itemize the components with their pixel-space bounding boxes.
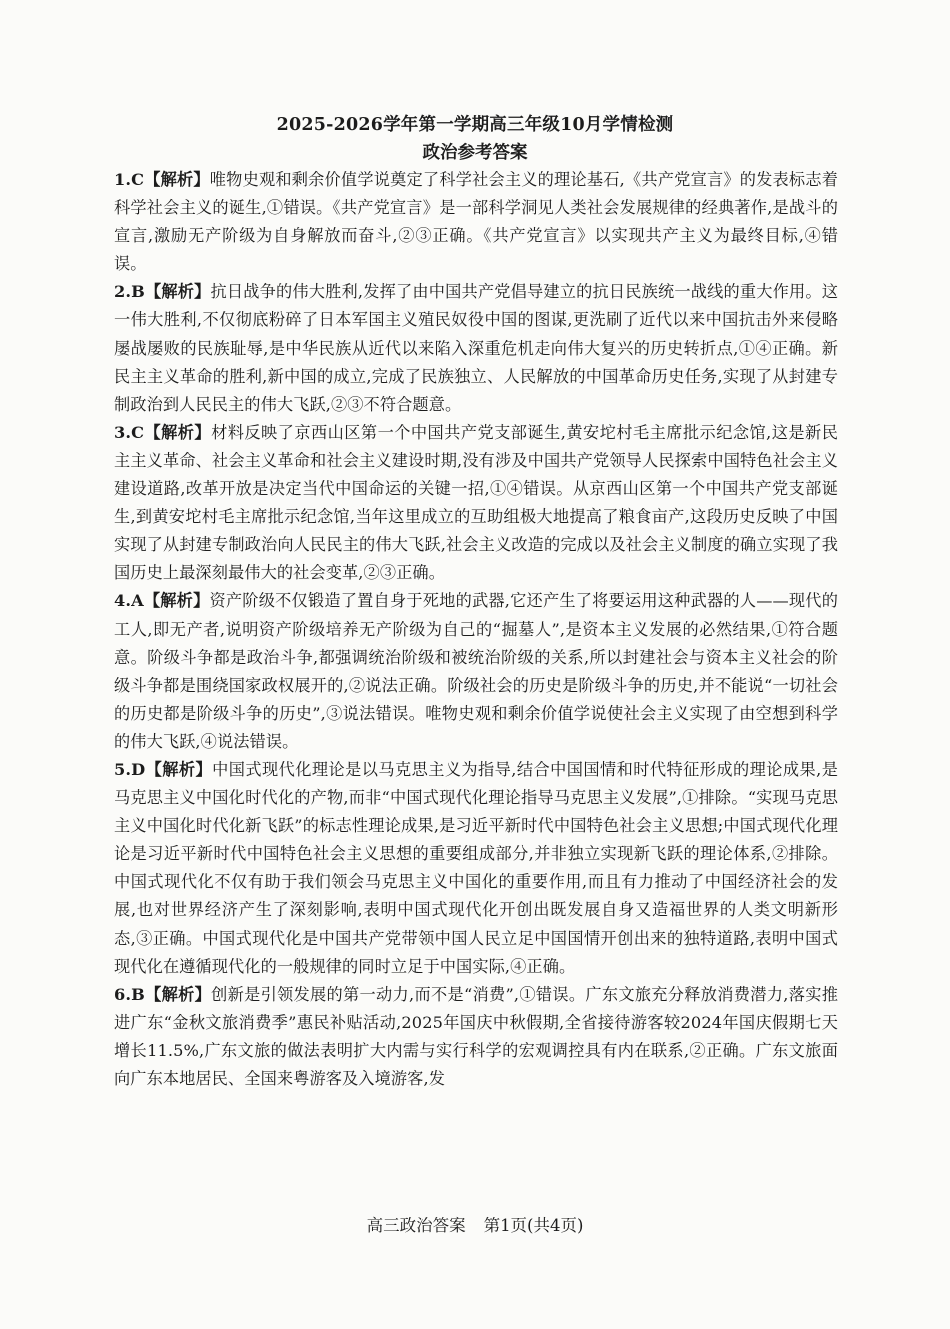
document-subtitle: 政治参考答案 [422, 143, 528, 163]
footer-page-number: 第1页(共4页) [483, 1216, 584, 1235]
answer-label: 2.B【解析】 [114, 282, 211, 302]
answer-explanation: 唯物史观和剩余价值学说奠定了科学社会主义的理论基石,《共产党宣言》的发表标志着科学社会主义的诞生,①错误。《共产党宣言》是一部科学洞见人类社会发展规律的经典著作,是战斗的宣言,激励无产阶级为自身解放而奋斗,②③正确。《共产党宣言》以实现共产主义为最终目标,④错误。 [114, 170, 839, 274]
answer-label: 3.C【解析】 [114, 422, 212, 442]
answer-label: 4.A【解析】 [114, 591, 210, 611]
answer-explanation: 创新是引领发展的第一动力,而不是“消费”,①错误。广东文旅充分释放消费潜力,落实推进广东“金秋文旅消费季”惠民补贴活动,2025年国庆中秋假期,全省接待游客较2024年国庆假期七天增长11.5%,广东文旅的做法表明扩大内需与实行科学的宏观调控具有内在联系,②正确。广东文旅面向广东本地居民、全国来粤游客及入境游客,发 [114, 984, 839, 1088]
footer-subject: 高三政治答案 [366, 1216, 466, 1235]
answer-explanation: 中国式现代化理论是以马克思主义为指导,结合中国国情和时代特征形成的理论成果,是马克思主义中国化时代化的产物,而非“中国式现代化理论指导马克思主义发展”,①排除。“实现马克思主义中国化时代化新飞跃”的标志性理论成果,是习近平新时代中国特色社会主义思想;中国式现代化理论是习近平新时代中国特色社会主义思想的重要组成部分,并非独立实现新飞跃的理论体系,②排除。中国式现代化不仅有助于我们领会马克思主义中国化的重要作用,而且有力推动了中国经济社会的发展,也对世界经济产生了深刻影响,表明中国式现代化开创出既发展自身又造福世界的人类文明新形态,③正确。中国式现代化是中国共产党带领中国人民立足中国国情开创出来的独特道路,表明中国式现代化在遵循现代化的一般规律的同时立足于中国实际,④正确。 [114, 759, 838, 976]
answer-item-5 [114, 756, 838, 981]
answer-item-6 [114, 981, 838, 1093]
answer-item-1 [114, 166, 838, 278]
answer-item-4 [114, 587, 838, 756]
document-title: 2025-2026学年第一学期高三年级10月学情检测 [276, 115, 674, 135]
answer-explanation: 材料反映了京西山区第一个中国共产党支部诞生,黄安坨村毛主席批示纪念馆,这是新民主主义革命、社会主义革命和社会主义建设时期,没有涉及中国共产党领导人民探索中国特色社会主义建设道路,改革开放是决定当代中国命运的关键一招,①④错误。从京西山区第一个中国共产党支部诞生,到黄安坨村毛主席批示纪念馆,当年这里成立的互助组极大地提高了粮食亩产,这段历史反映了中国实现了从封建专制政治向人民民主的伟大飞跃,社会主义改造的完成以及社会主义制度的确立实现了我国历史上最深刻最伟大的社会变革,②③正确。 [114, 422, 838, 583]
answer-explanation: 资产阶级不仅锻造了置自身于死地的武器,它还产生了将要运用这种武器的人——现代的工人,即无产者,说明资产阶级培养无产阶级为自己的“掘墓人”,是资本主义发展的必然结果,①符合题意。阶级斗争都是政治斗争,都强调统治阶级和被统治阶级的关系,所以封建社会与资本主义社会的阶级斗争都是围绕国家政权展开的,②说法正确。阶级社会的历史是阶级斗争的历史,并不能说“一切社会的历史都是阶级斗争的历史”,③说法错误。唯物史观和剩余价值学说使社会主义实现了由空想到科学的伟大飞跃,④说法错误。 [114, 591, 838, 751]
answer-item-3 [114, 419, 838, 588]
answer-item-2 [114, 278, 838, 418]
answer-label: 1.C【解析】 [114, 170, 210, 189]
answers-list [114, 166, 838, 1093]
answer-label: 6.B【解析】 [114, 984, 212, 1004]
page-footer [0, 1214, 950, 1238]
answer-explanation: 抗日战争的伟大胜利,发挥了由中国共产党倡导建立的抗日民族统一战线的重大作用。这一伟大胜利,不仅彻底粉碎了日本军国主义殖民奴役中国的图谋,更洗刷了近代以来中国抗击外来侵略屡战屡败的民族耻辱,是中华民族从近代以来陷入深重危机走向伟大复兴的历史转折点,①④正确。新民主主义革命的胜利,新中国的成立,完成了民族独立、人民解放的中国革命历史任务,实现了从封建专制政治到人民民主的伟大飞跃,②③不符合题意。 [114, 282, 839, 414]
document-header [0, 112, 950, 166]
answer-label: 5.D【解析】 [114, 759, 213, 779]
